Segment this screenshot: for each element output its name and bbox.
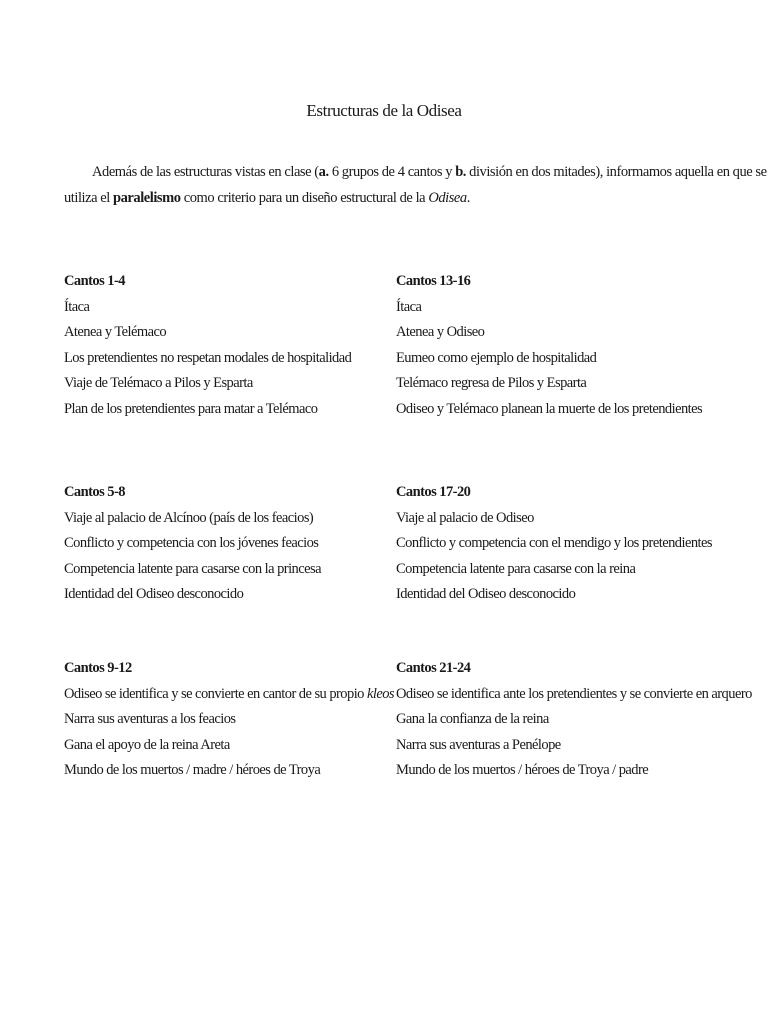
section-item: Identidad del Odiseo desconocido	[64, 586, 244, 603]
section-item: Gana la confianza de la reina	[396, 711, 549, 728]
section-item: Plan de los pretendientes para matar a Telémaco	[64, 400, 318, 417]
section-heading: Cantos 1-4	[64, 273, 125, 289]
section-item: Los pretendientes no respetan modales de hospitalidad	[64, 349, 352, 366]
work-title: Odisea	[428, 190, 467, 206]
section-cantos-21-24	[396, 656, 752, 784]
intro-text: como criterio para un diseño estructural de la	[180, 190, 429, 206]
kleos-term: kleos	[366, 685, 395, 702]
intro-paragraph	[64, 159, 767, 211]
section-item: Gana el apoyo de la reina Areta	[64, 736, 230, 753]
label-b: b.	[455, 164, 466, 180]
section-item: Ítaca	[64, 298, 90, 315]
section-heading: Cantos 13-16	[396, 273, 471, 289]
section-item: Narra sus aventuras a los feacios	[64, 711, 236, 728]
section-heading: Cantos 5-8	[64, 484, 125, 500]
section-cantos-17-20	[396, 480, 736, 608]
section-cantos-9-12	[64, 656, 404, 784]
section-item: Ítaca	[396, 298, 422, 315]
intro-line-2	[64, 185, 714, 211]
intro-text: división en dos mitades), informamos aquella en que se	[465, 164, 767, 180]
intro-text: Además de las estructuras vistas en clase (	[92, 164, 319, 180]
intro-text: .	[466, 190, 470, 206]
section-item: Atenea y Telémaco	[64, 324, 167, 341]
section-cantos-5-8	[64, 480, 404, 608]
keyword-paralelismo: paralelismo	[113, 190, 181, 206]
section-item: Competencia latente para casarse con la princesa	[64, 560, 322, 577]
section-item	[64, 682, 404, 708]
section-item: Viaje de Telémaco a Pilos y Esparta	[64, 375, 253, 392]
section-item: Identidad del Odiseo desconocido	[396, 586, 576, 603]
intro-text: utiliza el	[64, 190, 114, 206]
section-item: Eumeo como ejemplo de hospitalidad	[396, 349, 597, 366]
section-cantos-1-4	[64, 269, 404, 423]
section-item: Odiseo y Telémaco planean la muerte de los pretendientes	[396, 400, 703, 417]
section-item: Competencia latente para casarse con la reina	[396, 560, 636, 577]
section-item: Mundo de los muertos / héroes de Troya / padre	[396, 762, 649, 779]
intro-line-1	[64, 159, 767, 185]
section-item-text: Odiseo se identifica y se convierte en cantor de su propio	[64, 685, 367, 702]
intro-text: 6 grupos de 4 cantos y	[328, 164, 456, 180]
section-item: Viaje al palacio de Odiseo	[396, 509, 534, 526]
section-item: Telémaco regresa de Pilos y Esparta	[396, 375, 587, 392]
section-item: Mundo de los muertos / madre / héroes de Troya	[64, 762, 321, 779]
section-item: Narra sus aventuras a Penélope	[396, 736, 561, 753]
section-heading: Cantos 21-24	[396, 660, 471, 676]
section-heading: Cantos 17-20	[396, 484, 471, 500]
section-item: Conflicto y competencia con el mendigo y los pretendientes	[396, 535, 713, 552]
section-item: Viaje al palacio de Alcínoo (país de los feacios)	[64, 509, 314, 526]
section-cantos-13-16	[396, 269, 736, 423]
document-title: Estructuras de la Odisea	[306, 101, 462, 120]
section-heading: Cantos 9-12	[64, 660, 132, 676]
section-item: Odiseo se identifica ante los pretendientes y se convierte en arquero	[396, 685, 752, 702]
section-item: Atenea y Odiseo	[396, 324, 485, 341]
section-item: Conflicto y competencia con los jóvenes feacios	[64, 535, 319, 552]
label-a: a.	[318, 164, 329, 180]
